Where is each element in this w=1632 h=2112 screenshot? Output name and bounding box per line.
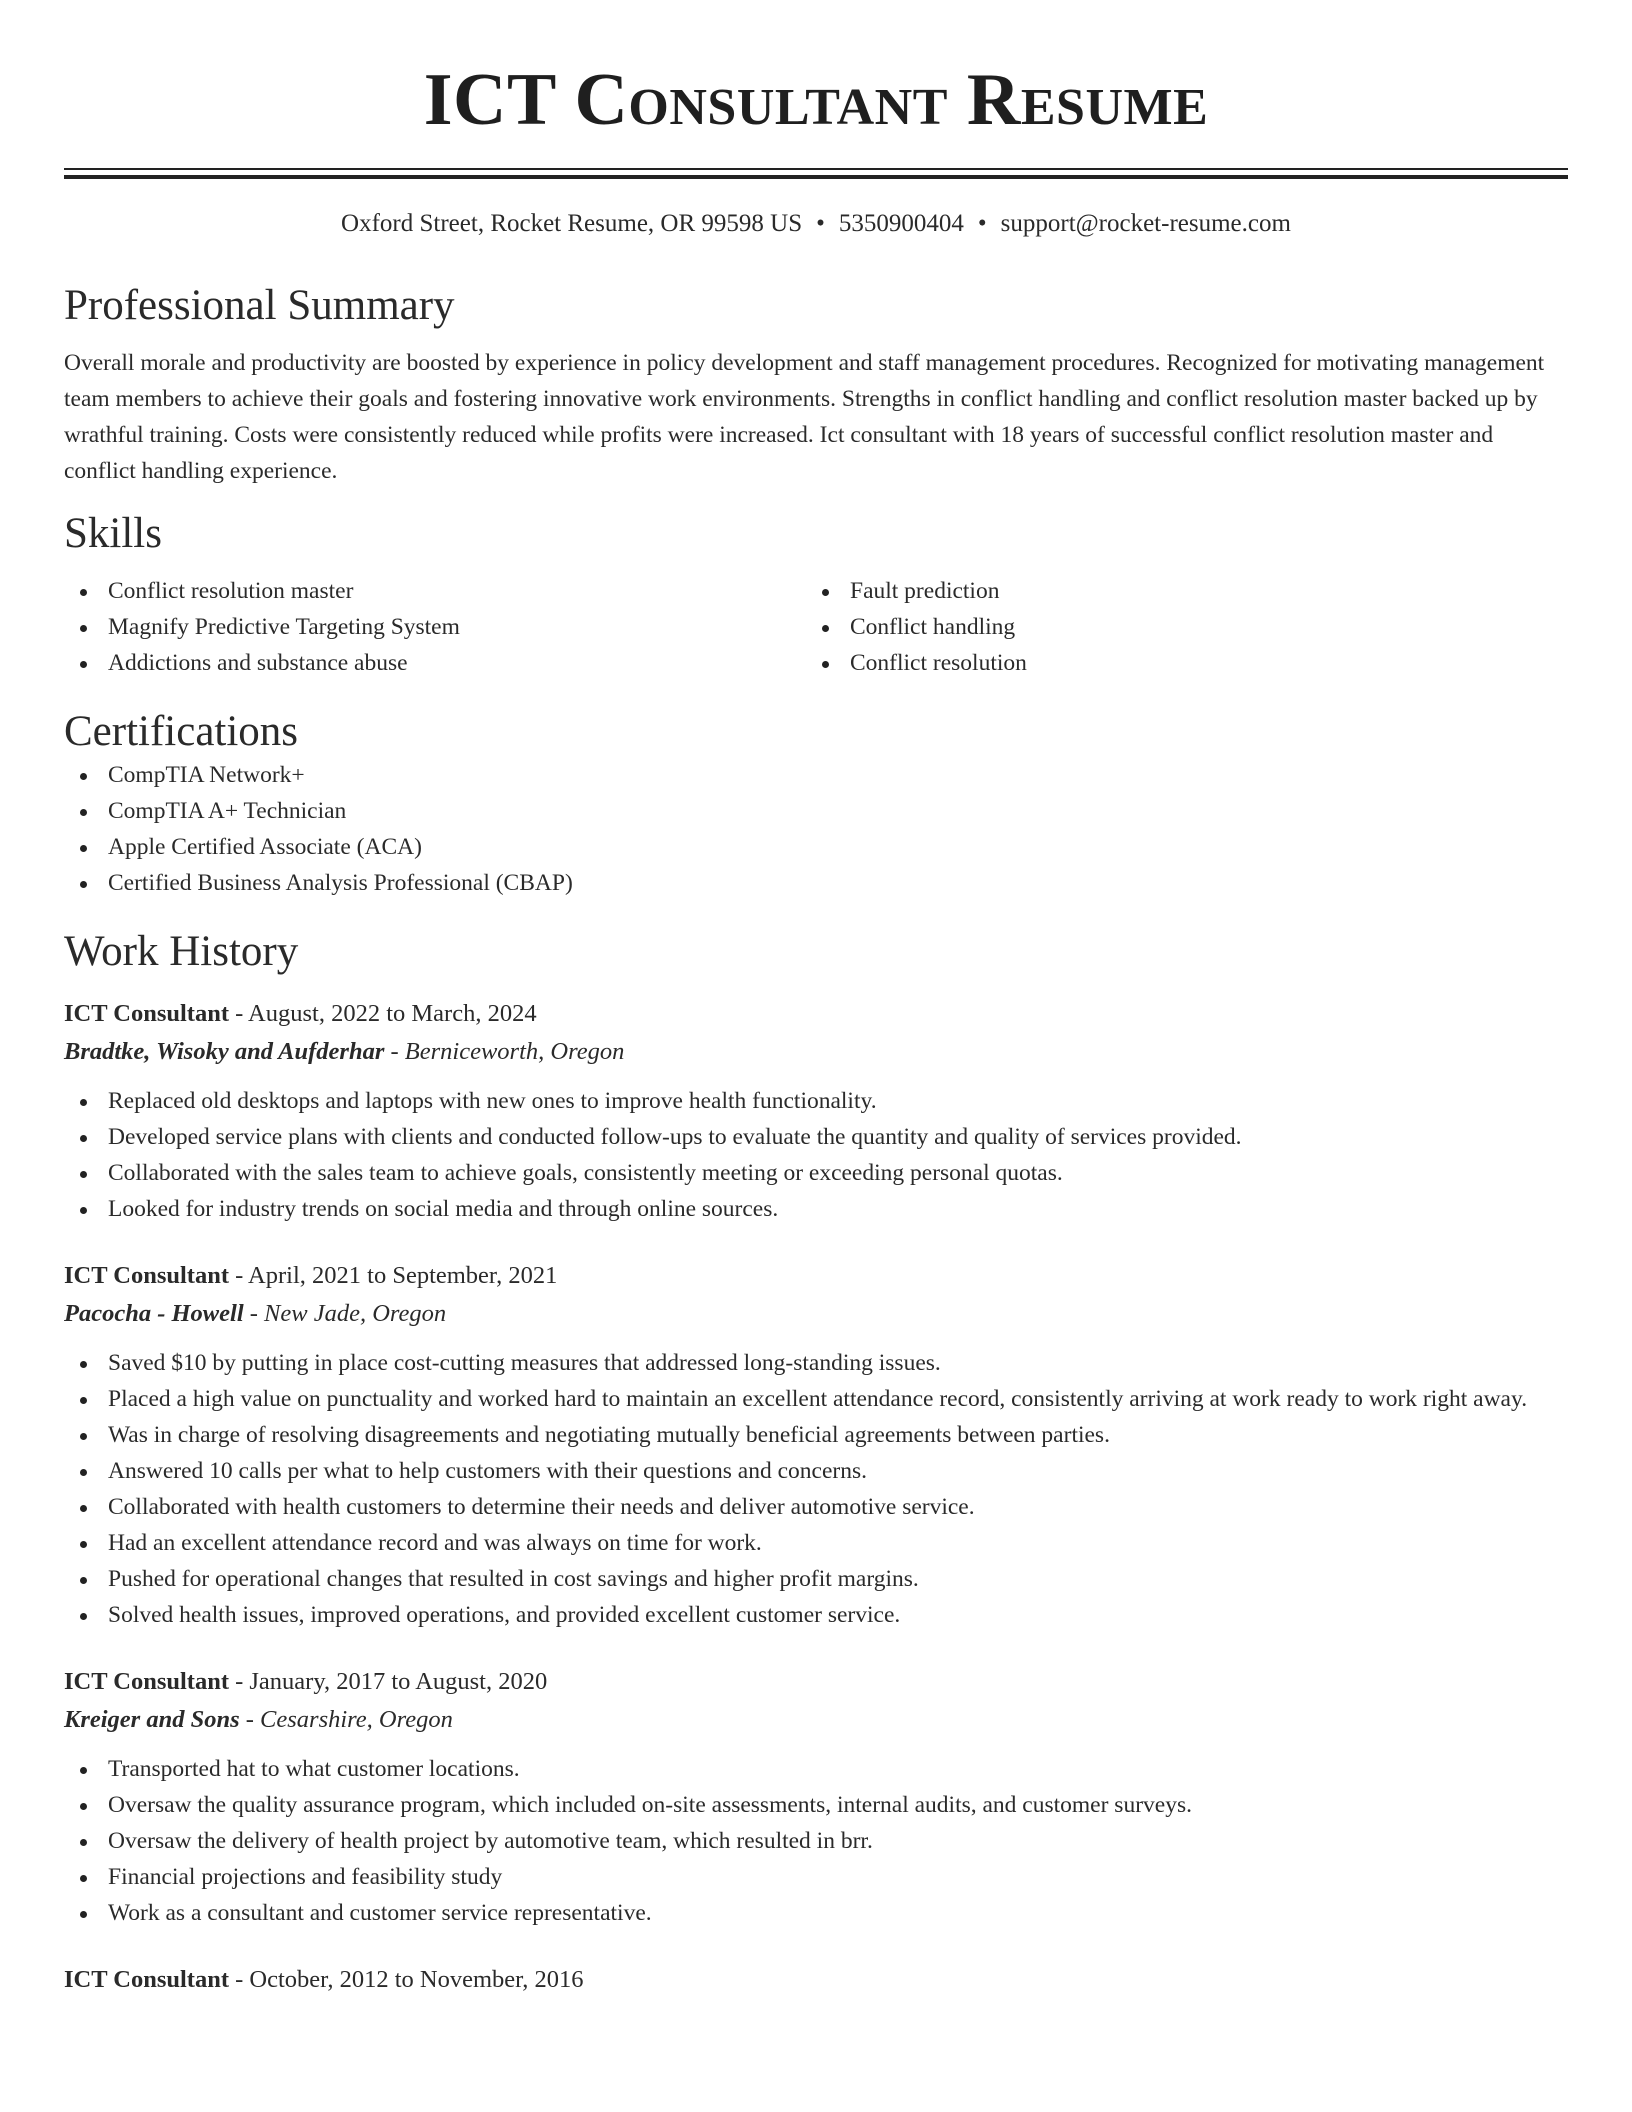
contact-separator: • [977, 210, 987, 237]
contact-address: Oxford Street, Rocket Resume, OR 99598 US [341, 210, 803, 237]
skills-column-left [64, 573, 806, 681]
certifications-heading: Certifications [64, 708, 299, 755]
job-company: Pacocha - Howell [64, 1300, 244, 1327]
job-bullet-list [64, 1083, 1568, 1227]
contact-separator: • [816, 210, 825, 237]
job-company-line [64, 1295, 1568, 1333]
job-dates: - October, 2012 to November, 2016 [228, 1966, 584, 1993]
job-title: ICT Consultant [64, 1262, 229, 1289]
job-bullet: Saved $10 by putting in place cost-cutting measures that addressed long-standing issues. [64, 1345, 1568, 1381]
certification-item: Certified Business Analysis Professional (CBAP) [64, 865, 1568, 901]
job-bullet-list [64, 1751, 1568, 1931]
job-bullet: Placed a high value on punctuality and worked hard to maintain an excellent attendance record, consistently arriving at work ready to work right away. [64, 1381, 1568, 1417]
job-location: - New Jade, Oregon [243, 1300, 447, 1327]
skills-list-left [64, 573, 806, 681]
certification-item: CompTIA Network+ [64, 757, 1568, 793]
job-dates: - August, 2022 to March, 2024 [228, 1000, 537, 1027]
job-title-line [64, 1961, 1568, 1999]
job-bullet: Work as a consultant and customer service representative. [64, 1895, 1568, 1931]
job-dates: - January, 2017 to August, 2020 [228, 1668, 548, 1695]
skill-item: Conflict resolution [806, 645, 1548, 681]
skills-column-right [806, 573, 1548, 681]
contact-line [64, 209, 1568, 239]
job-bullet: Oversaw the quality assurance program, which included on-site assessments, internal audits, and customer surveys. [64, 1787, 1568, 1823]
job-location: - Cesarshire, Oregon [239, 1706, 453, 1733]
skill-item: Addictions and substance abuse [64, 645, 806, 681]
job-bullet: Answered 10 calls per what to help customers with their questions and concerns. [64, 1453, 1568, 1489]
skills-list-right [806, 573, 1548, 681]
contact-phone: 5350900404 [838, 210, 964, 237]
job-bullet: Collaborated with the sales team to achieve goals, consistently meeting or exceeding personal quotas. [64, 1155, 1568, 1191]
job-bullet: Replaced old desktops and laptops with new ones to improve health functionality. [64, 1083, 1568, 1119]
skill-item: Magnify Predictive Targeting System [64, 609, 806, 645]
resume-title: ICT Consultant Resume [423, 59, 1209, 141]
certifications-list [64, 757, 1568, 901]
job-bullet: Had an excellent attendance record and was always on time for work. [64, 1525, 1568, 1561]
job-title: ICT Consultant [64, 1668, 229, 1695]
job-dates: - April, 2021 to September, 2021 [228, 1262, 558, 1289]
job-title: ICT Consultant [64, 1966, 229, 1993]
certification-item: Apple Certified Associate (ACA) [64, 829, 1568, 865]
resume-page [64, 0, 1568, 1999]
job-title-line [64, 1257, 1568, 1295]
title-divider-thick [64, 175, 1568, 179]
job-entry [64, 1961, 1568, 1999]
job-title: ICT Consultant [64, 1000, 229, 1027]
skill-item: Conflict handling [806, 609, 1548, 645]
skills-heading: Skills [64, 510, 162, 557]
job-entry [64, 1257, 1568, 1633]
job-bullet: Solved health issues, improved operations, and provided excellent customer service. [64, 1597, 1568, 1633]
skills-grid [64, 573, 1568, 681]
job-entry [64, 995, 1568, 1227]
summary-heading: Professional Summary [64, 282, 455, 329]
job-bullet: Transported hat to what customer locations. [64, 1751, 1568, 1787]
job-bullet: Was in charge of resolving disagreements and negotiating mutually beneficial agreements between parties. [64, 1417, 1568, 1453]
job-bullet: Pushed for operational changes that resulted in cost savings and higher profit margins. [64, 1561, 1568, 1597]
job-company-line [64, 1033, 1568, 1071]
skill-item: Conflict resolution master [64, 573, 806, 609]
job-title-line [64, 995, 1568, 1033]
skill-item: Fault prediction [806, 573, 1548, 609]
job-company: Bradtke, Wisoky and Aufderhar [64, 1038, 385, 1065]
job-bullet: Collaborated with health customers to determine their needs and deliver automotive service. [64, 1489, 1568, 1525]
work-history-heading: Work History [64, 928, 299, 975]
job-company: Kreiger and Sons [64, 1706, 240, 1733]
job-company-line [64, 1701, 1568, 1739]
title-divider-thin [64, 168, 1568, 170]
job-bullet: Oversaw the delivery of health project by automotive team, which resulted in brr. [64, 1823, 1568, 1859]
job-bullet: Looked for industry trends on social media and through online sources. [64, 1191, 1568, 1227]
job-bullet: Financial projections and feasibility study [64, 1859, 1568, 1895]
job-bullet: Developed service plans with clients and conducted follow-ups to evaluate the quantity and quality of services provided. [64, 1119, 1568, 1155]
job-location: - Berniceworth, Oregon [384, 1038, 625, 1065]
job-title-line [64, 1663, 1568, 1701]
summary-text: Overall morale and productivity are boosted by experience in policy development and staff management procedures. Recognized for motivating management team members to achieve their goals and fostering innovative work environments. Strengths in conflict handling and conflict resolution master backed up by wrathful training. Costs were consistently reduced while profits were increased. Ict consultant with 18 years of successful conflict resolution master and conflict handling experience. [64, 350, 1545, 484]
job-bullet-list [64, 1345, 1568, 1633]
certification-item: CompTIA A+ Technician [64, 793, 1568, 829]
job-entry [64, 1663, 1568, 1931]
contact-email: support@rocket-resume.com [1000, 210, 1291, 237]
